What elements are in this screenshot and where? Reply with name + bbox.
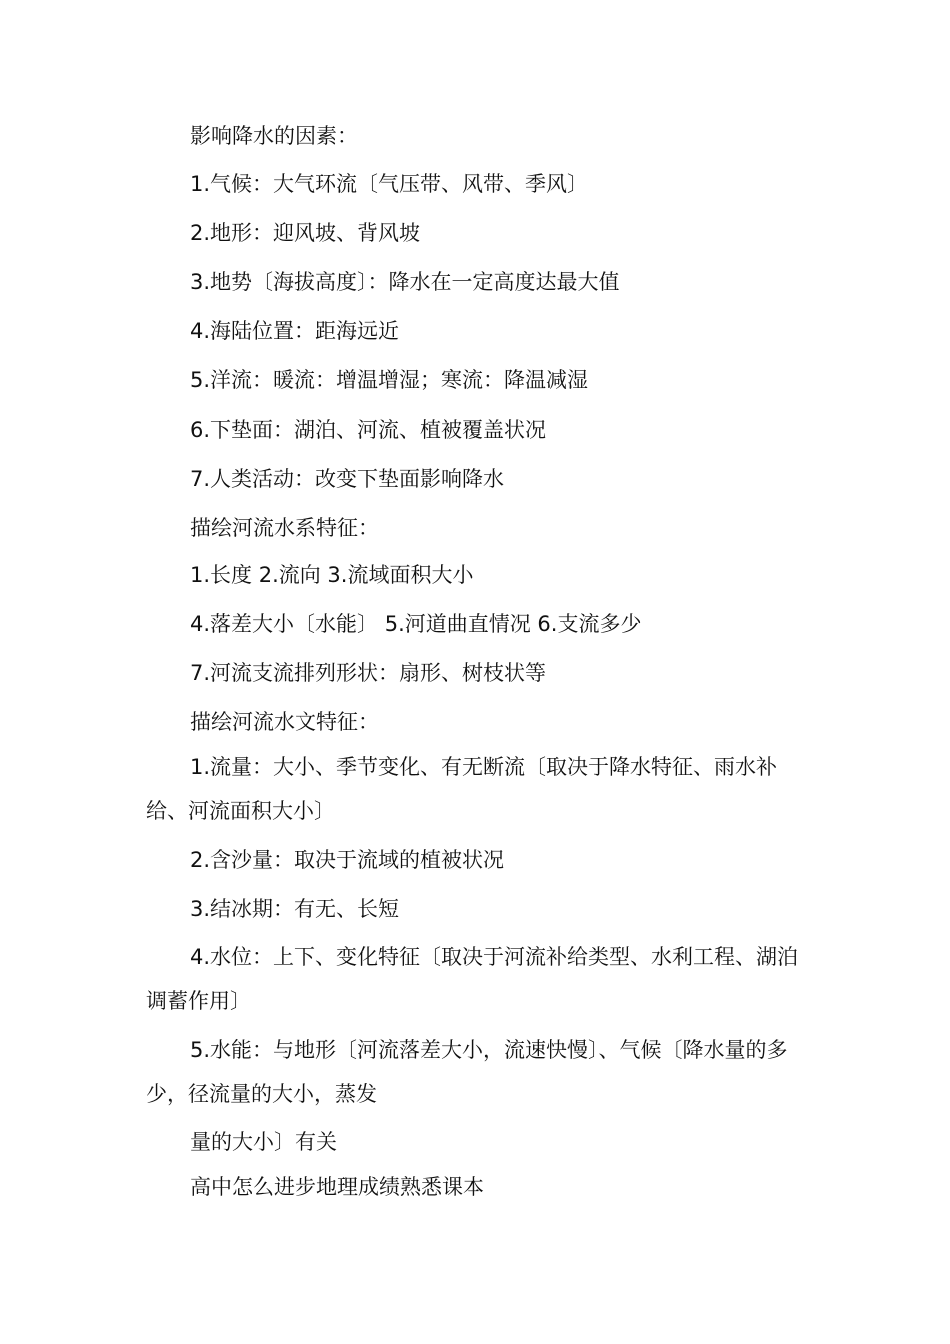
text-line: 4.海陆位置：距海远近 [190, 319, 400, 343]
text-line: 7.人类活动：改变下垫面影响降水 [190, 467, 505, 491]
heading-improve-geography: 高中怎么进步地理成绩熟悉课本 [190, 1175, 484, 1199]
text-line: 3.地势〔海拔高度〕：降水在一定高度达最大值 [190, 270, 620, 294]
text-paragraph: 5.水能：与地形〔河流落差大小，流速快慢〕、气候〔降水量的多少，径流量的大小，蒸发 [146, 1038, 788, 1106]
text-paragraph: 1.流量：大小、季节变化、有无断流〔取决于降水特征、雨水补给、河流面积大小〕 [146, 755, 778, 823]
text-line: 7.河流支流排列形状：扇形、树枝状等 [190, 661, 547, 685]
text-line: 2.地形：迎风坡、背风坡 [190, 221, 421, 245]
text-line: 1.长度 2.流向 3.流域面积大小 [190, 563, 474, 587]
text-line: 6.下垫面：湖泊、河流、植被覆盖状况 [190, 418, 547, 442]
text-line: 1.气候：大气环流〔气压带、风带、季风〕 [190, 172, 589, 196]
text-line: 5.洋流：暖流：增温增湿；寒流：降温减湿 [190, 368, 589, 392]
text-line: 4.落差大小〔水能〕 5.河道曲直情况 6.支流多少 [190, 612, 642, 636]
text-line: 2.含沙量：取决于流域的植被状况 [190, 848, 505, 872]
heading-river-system: 描绘河流水系特征： [190, 516, 379, 540]
heading-precipitation-factors: 影响降水的因素： [190, 124, 358, 148]
text-line: 3.结冰期：有无、长短 [190, 897, 400, 921]
text-line: 量的大小〕有关 [190, 1130, 337, 1154]
heading-river-hydrology: 描绘河流水文特征： [190, 710, 379, 734]
text-paragraph: 4.水位：上下、变化特征〔取决于河流补给类型、水利工程、湖泊调蓄作用〕 [146, 945, 799, 1013]
